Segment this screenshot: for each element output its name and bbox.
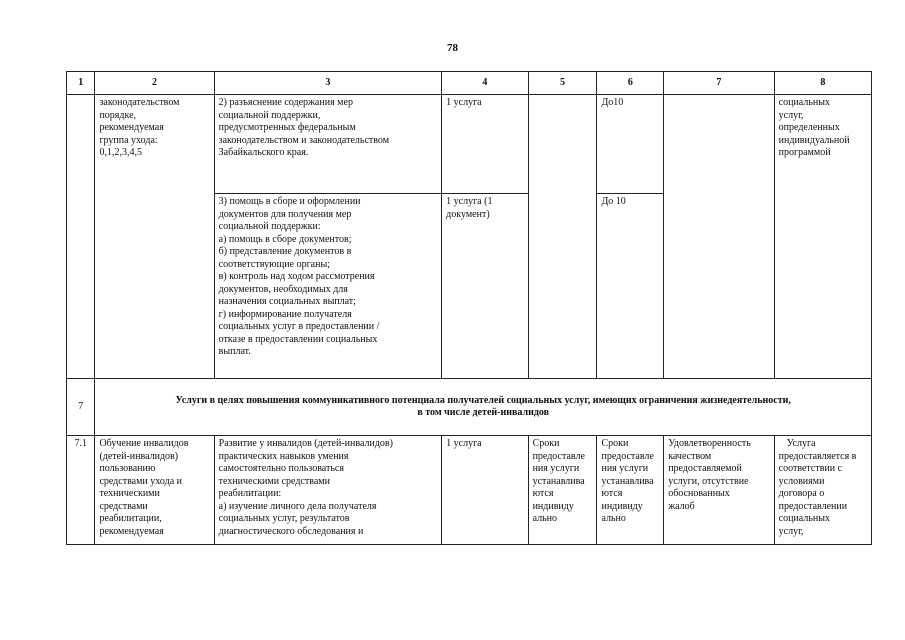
table-row [67,436,872,545]
conditions-cell: социальных услуг, определенных индивидуальной программой [774,95,871,379]
service-content-cell: Развитие у инвалидов (детей-инвалидов) практических навыков умения самостоятельно пользоваться техническими средствами реабилитации: а) изучение личного дела получателя социальных услуг, результатов диагностического обследования и [214,436,442,545]
service-name-cell: законодательством порядке, рекомендуемая группа ухода: 0,1,2,3,4,5 [95,95,214,379]
header-col-4: 4 [442,72,528,95]
header-row [67,72,872,95]
term-cell: Сроки предоставле ния услуги устанавлива ются индивиду ально [528,436,597,545]
service-content-cell: 2) разъяснение содержания мер социальной поддержки, предусмотренных федеральным законодательством и законодательством Забайкальского края. [214,95,442,194]
service-name-cell: Обучение инвалидов (детей-инвалидов) пользованию средствами ухода и техническими средствами реабилитации, рекомендуемая [95,436,214,545]
volume-cell: 1 услуга [442,436,528,545]
row-number-cell: 7.1 [67,436,95,545]
row-number-cell [67,95,95,379]
frequency-cell: До 10 [597,194,664,379]
header-col-2: 2 [95,72,214,95]
header-col-7: 7 [664,72,774,95]
section-number: 7 [67,379,95,436]
page-number: 78 [447,42,458,54]
header-col-6: 6 [597,72,664,95]
volume-cell: 1 услуга [442,95,528,194]
service-content-cell: 3) помощь в сборе и оформлении документов для получения мер социальной поддержки: а) помощь в сборе документов; б) представление документов в соответствующие органы; в) контроль над ходом рассмотрения документов, необходимых для назначения социальных выплат; г) информирование получателя социальных услуг в предоставлении / отказе в предоставлении социальных выплат. [214,194,442,379]
table-row [67,95,872,194]
term-cell [528,95,597,379]
header-col-1: 1 [67,72,95,95]
quality-cell [664,95,774,379]
quality-cell: Удовлетворенность качеством предоставляемой услуги, отсутствие обоснованных жалоб [664,436,774,545]
conditions-cell: Услуга предоставляется в соответствии с условиями договора о предоставлении социальных услуг, [774,436,871,545]
frequency-cell: До10 [597,95,664,194]
section-row [67,379,872,436]
header-col-8: 8 [774,72,871,95]
services-table [66,71,872,545]
header-col-3: 3 [214,72,442,95]
frequency-cell: Сроки предоставле ния услуги устанавлива ются индивиду ально [597,436,664,545]
header-col-5: 5 [528,72,597,95]
volume-cell: 1 услуга (1 документ) [442,194,528,379]
section-title: Услуги в целях повышения коммуникативного потенциала получателей социальных услуг, имеющих ограничения жизнедеятельности, в том числе детей-инвалидов [95,379,872,436]
